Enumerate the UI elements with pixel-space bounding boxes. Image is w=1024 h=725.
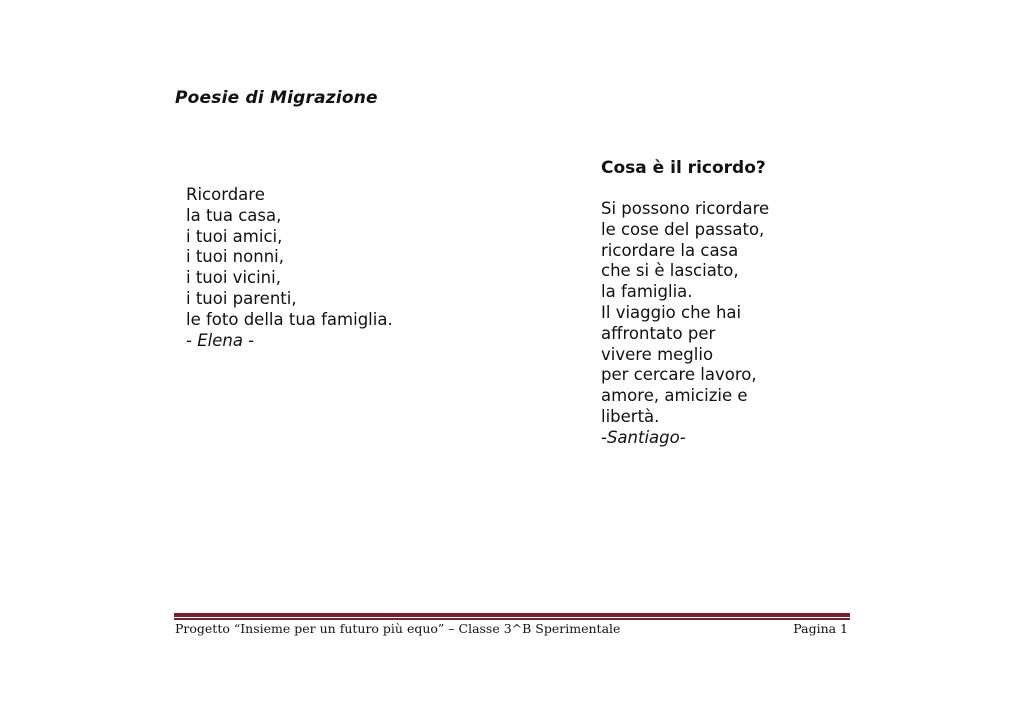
poem-right-author: -Santiago- bbox=[601, 427, 686, 447]
document-title: Poesie di Migrazione bbox=[175, 88, 378, 108]
poem-left-line: la tua casa, bbox=[186, 205, 282, 225]
poem-right-line: ricordare la casa bbox=[601, 240, 739, 260]
poem-right-line: le cose del passato, bbox=[601, 219, 765, 239]
poem-left-author: Elena bbox=[197, 330, 243, 350]
footer-project-text: Progetto “Insieme per un futuro più equo” – Classe 3^B Sperimentale bbox=[175, 621, 621, 636]
poem-left-line: i tuoi nonni, bbox=[186, 247, 284, 267]
poem-right-line: per cercare lavoro, bbox=[601, 365, 757, 385]
footer-rule-thin bbox=[174, 618, 850, 620]
poem-left-line: i tuoi amici, bbox=[186, 226, 283, 246]
poem-right-line: Si possono ricordare bbox=[601, 199, 770, 218]
poem-right-line: Il viaggio che hai bbox=[601, 302, 742, 322]
poem-right bbox=[601, 199, 769, 449]
poem-right-line: la famiglia. bbox=[601, 282, 693, 302]
poem-left-author-line bbox=[186, 331, 393, 352]
poem-left-line: i tuoi vicini, bbox=[186, 268, 281, 288]
poem-right-title: Cosa è il ricordo? bbox=[601, 158, 766, 178]
footer-rule-thick bbox=[174, 613, 850, 617]
poem-right-line: che si è lasciato, bbox=[601, 261, 739, 281]
poem-left-line: Ricordare bbox=[186, 185, 265, 204]
footer-page-number: Pagina 1 bbox=[793, 621, 848, 636]
poem-left-line: i tuoi parenti, bbox=[186, 288, 297, 308]
poem-right-line: vivere meglio bbox=[601, 344, 714, 364]
poem-left-line: le foto della tua famiglia. bbox=[186, 309, 393, 329]
poem-right-line: affrontato per bbox=[601, 323, 716, 343]
poem-left bbox=[186, 185, 393, 351]
poem-right-line: amore, amicizie e bbox=[601, 386, 748, 406]
author-prefix: - bbox=[186, 330, 198, 350]
footer-rule bbox=[174, 613, 850, 620]
poem-right-line: libertà. bbox=[601, 406, 660, 426]
author-suffix: - bbox=[242, 330, 255, 350]
